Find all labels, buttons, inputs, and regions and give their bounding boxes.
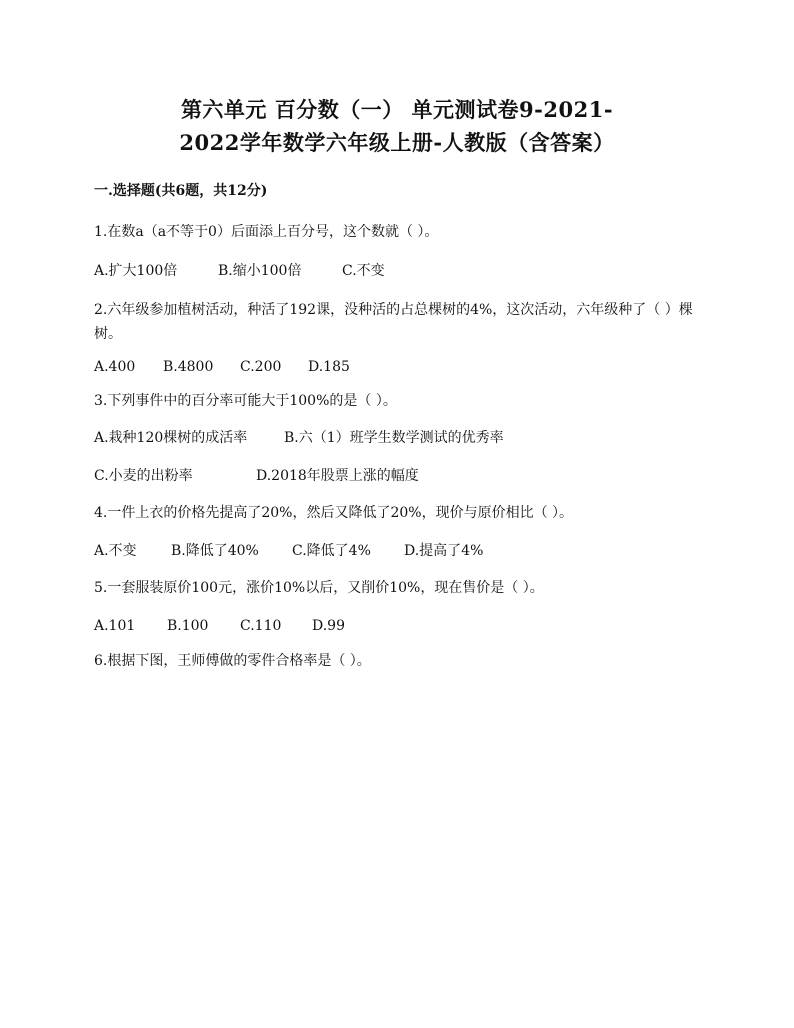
option-c: C.110 bbox=[240, 618, 282, 634]
option-c: C.小麦的出粉率 bbox=[94, 468, 193, 484]
document-title-line-2: 2022学年数学六年级上册-人教版（含答案） bbox=[179, 130, 615, 155]
question-3-options-row-2 bbox=[94, 466, 419, 486]
option-a: A.扩大100倍 bbox=[94, 263, 178, 279]
question-4-options bbox=[94, 541, 483, 561]
section-heading: 一.选择题(共6题，共12分) bbox=[94, 183, 268, 199]
option-c: C.200 bbox=[240, 359, 282, 375]
option-d: D.提高了4% bbox=[404, 543, 484, 559]
option-d: D.185 bbox=[308, 359, 350, 375]
question-2-options bbox=[94, 357, 350, 377]
question-5-options bbox=[94, 616, 345, 636]
question-5: 5.一套服装原价100元，涨价10%以后，又削价10%，现在售价是（ ）。 bbox=[94, 580, 544, 596]
question-1: 1.在数a（a不等于0）后面添上百分号，这个数就（ ）。 bbox=[94, 224, 439, 240]
option-b: B.4800 bbox=[163, 359, 214, 375]
question-2: 2.六年级参加植树活动，种活了192课，没种活的占总棵树的4%，这次活动，六年级种了（ ）棵树。 bbox=[94, 302, 693, 342]
option-b: B.降低了40% bbox=[171, 543, 259, 559]
question-4: 4.一件上衣的价格先提高了20%，然后又降低了20%，现价与原价相比（ ）。 bbox=[94, 505, 574, 521]
option-d: D.99 bbox=[312, 618, 345, 634]
option-b: B.缩小100倍 bbox=[218, 263, 302, 279]
option-c: C.降低了4% bbox=[292, 543, 371, 559]
option-a: A.400 bbox=[94, 359, 136, 375]
question-6: 6.根据下图，王师傅做的零件合格率是（ ）。 bbox=[94, 653, 371, 669]
question-3: 3.下列事件中的百分率可能大于100%的是（ ）。 bbox=[94, 393, 397, 409]
option-a: A.101 bbox=[94, 618, 136, 634]
option-c: C.不变 bbox=[342, 263, 385, 279]
option-b: B.六（1）班学生数学测试的优秀率 bbox=[284, 430, 504, 446]
option-a: A.不变 bbox=[94, 543, 137, 559]
question-1-options bbox=[94, 261, 385, 281]
question-3-options-row-1 bbox=[94, 428, 504, 448]
document-title-line-1: 第六单元 百分数（一） 单元测试卷9-2021- bbox=[180, 97, 614, 122]
option-d: D.2018年股票上涨的幅度 bbox=[256, 468, 419, 484]
option-a: A.栽种120棵树的成活率 bbox=[94, 430, 248, 446]
option-b: B.100 bbox=[167, 618, 209, 634]
